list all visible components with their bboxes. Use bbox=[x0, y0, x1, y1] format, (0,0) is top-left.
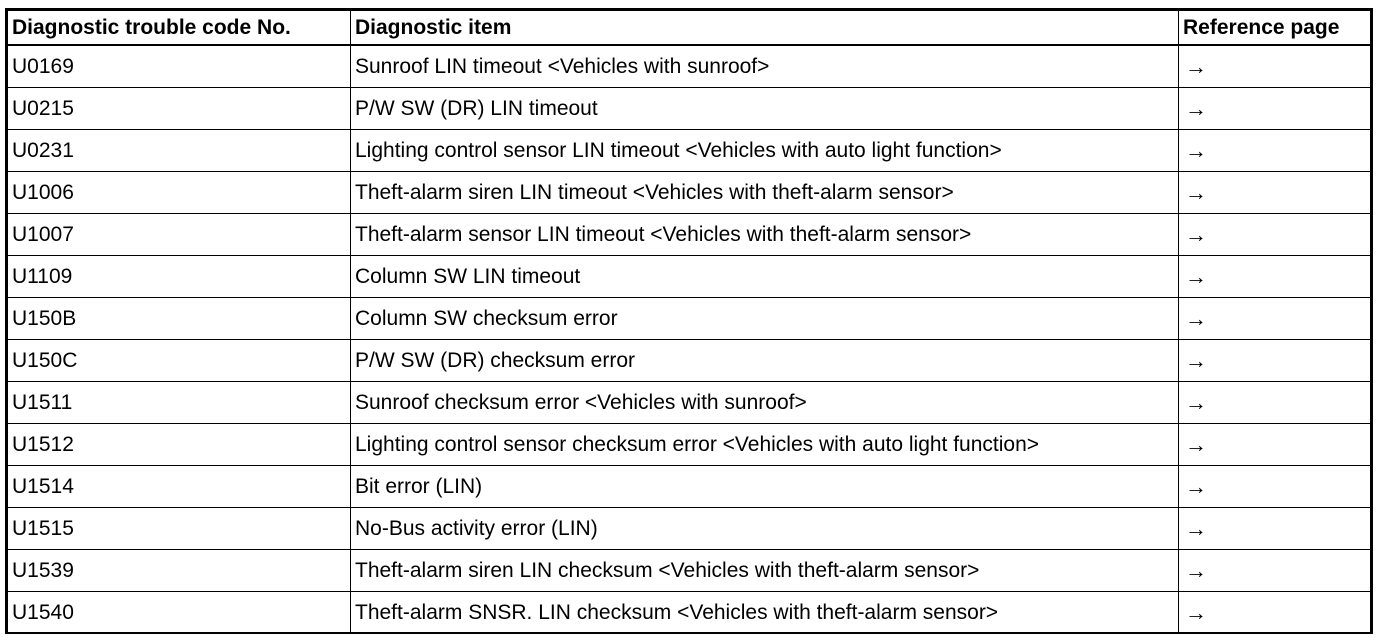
cell-code: U150C bbox=[8, 340, 351, 382]
cell-code: U1006 bbox=[8, 172, 351, 214]
reference-arrow-link[interactable]: → bbox=[1179, 550, 1371, 592]
cell-code: U1512 bbox=[8, 424, 351, 466]
table-row bbox=[8, 88, 1371, 130]
reference-arrow-link[interactable]: → bbox=[1179, 172, 1371, 214]
table-row bbox=[8, 256, 1371, 298]
header-item: Diagnostic item bbox=[351, 11, 1179, 46]
header-code: Diagnostic trouble code No. bbox=[8, 11, 351, 46]
cell-code: U1514 bbox=[8, 466, 351, 508]
table-row bbox=[8, 550, 1371, 592]
dtc-table-container bbox=[5, 8, 1373, 634]
reference-arrow-link[interactable]: → bbox=[1179, 382, 1371, 424]
cell-item: Lighting control sensor checksum error <Vehicles with auto light function> bbox=[351, 424, 1179, 466]
cell-item: Theft-alarm SNSR. LIN checksum <Vehicles with theft-alarm sensor> bbox=[351, 592, 1179, 634]
reference-arrow-link[interactable]: → bbox=[1179, 45, 1371, 88]
table-row bbox=[8, 382, 1371, 424]
cell-code: U0231 bbox=[8, 130, 351, 172]
reference-arrow-link[interactable]: → bbox=[1179, 256, 1371, 298]
cell-item: Theft-alarm sensor LIN timeout <Vehicles with theft-alarm sensor> bbox=[351, 214, 1179, 256]
reference-arrow-link[interactable]: → bbox=[1179, 340, 1371, 382]
cell-item: Theft-alarm siren LIN checksum <Vehicles with theft-alarm sensor> bbox=[351, 550, 1179, 592]
reference-arrow-link[interactable]: → bbox=[1179, 88, 1371, 130]
table-header-row bbox=[8, 11, 1371, 46]
cell-item: Column SW checksum error bbox=[351, 298, 1179, 340]
cell-item: Sunroof checksum error <Vehicles with sunroof> bbox=[351, 382, 1179, 424]
reference-arrow-link[interactable]: → bbox=[1179, 298, 1371, 340]
table-row bbox=[8, 298, 1371, 340]
table-row bbox=[8, 508, 1371, 550]
cell-item: Sunroof LIN timeout <Vehicles with sunroof> bbox=[351, 45, 1179, 88]
table-row bbox=[8, 592, 1371, 634]
table-row bbox=[8, 45, 1371, 88]
cell-code: U150B bbox=[8, 298, 351, 340]
reference-arrow-link[interactable]: → bbox=[1179, 424, 1371, 466]
reference-arrow-link[interactable]: → bbox=[1179, 466, 1371, 508]
cell-code: U0169 bbox=[8, 45, 351, 88]
table-row bbox=[8, 466, 1371, 508]
cell-item: P/W SW (DR) checksum error bbox=[351, 340, 1179, 382]
dtc-table bbox=[7, 10, 1371, 634]
cell-code: U1007 bbox=[8, 214, 351, 256]
cell-code: U1540 bbox=[8, 592, 351, 634]
cell-item: Column SW LIN timeout bbox=[351, 256, 1179, 298]
cell-code: U0215 bbox=[8, 88, 351, 130]
cell-code: U1511 bbox=[8, 382, 351, 424]
reference-arrow-link[interactable]: → bbox=[1179, 214, 1371, 256]
table-row bbox=[8, 214, 1371, 256]
header-ref: Reference page bbox=[1179, 11, 1371, 46]
table-row bbox=[8, 172, 1371, 214]
cell-item: Lighting control sensor LIN timeout <Vehicles with auto light function> bbox=[351, 130, 1179, 172]
cell-code: U1515 bbox=[8, 508, 351, 550]
table-row bbox=[8, 424, 1371, 466]
cell-item: P/W SW (DR) LIN timeout bbox=[351, 88, 1179, 130]
cell-item: Bit error (LIN) bbox=[351, 466, 1179, 508]
reference-arrow-link[interactable]: → bbox=[1179, 592, 1371, 634]
reference-arrow-link[interactable]: → bbox=[1179, 130, 1371, 172]
cell-code: U1109 bbox=[8, 256, 351, 298]
cell-item: Theft-alarm siren LIN timeout <Vehicles with theft-alarm sensor> bbox=[351, 172, 1179, 214]
table-row bbox=[8, 130, 1371, 172]
cell-item: No-Bus activity error (LIN) bbox=[351, 508, 1179, 550]
table-row bbox=[8, 340, 1371, 382]
cell-code: U1539 bbox=[8, 550, 351, 592]
reference-arrow-link[interactable]: → bbox=[1179, 508, 1371, 550]
